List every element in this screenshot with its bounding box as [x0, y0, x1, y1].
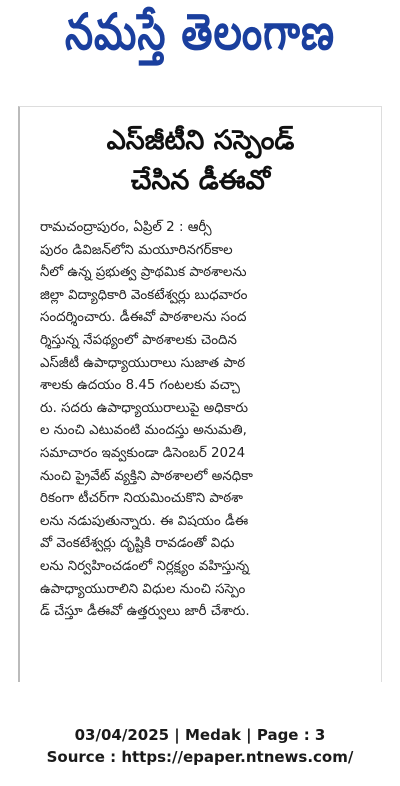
body-line: నుంచి ప్రైవేట్ వ్యక్తిని పాఠశాలలో అనధికా	[40, 468, 253, 484]
article-body	[40, 217, 365, 624]
masthead-logo: నమస్తే తెలంగాణ	[64, 4, 336, 62]
body-line: డ్ చేస్తూ డీఈవో ఉత్తర్వులు జారీ చేశారు.	[40, 604, 250, 620]
masthead	[0, 4, 400, 74]
body-line: లను నడుపుతున్నారు. ఈ విషయం డీఈ	[40, 513, 249, 529]
body-line: జిల్లా విద్యాధికారి వెంకటేశ్వర్లు బుధవారం	[40, 287, 248, 303]
footer-source: Source : https://epaper.ntnews.com/	[46, 748, 354, 766]
body-line: శాలకు ఉదయం 8.45 గంటలకు వచ్చా	[40, 378, 240, 394]
body-line: ఎస్‌జీటీ ఉపాధ్యాయురాలు సుజాత పాఠ	[40, 355, 246, 371]
footer-edition-info: 03/04/2025 | Medak | Page : 3	[74, 726, 326, 744]
news-clipping	[18, 106, 382, 682]
body-line: రు. సదరు ఉపాధ్యాయురాలుపై అధికారు	[40, 400, 248, 416]
body-line: సమాచారం ఇవ్వకుండా డిసెంబర్ 2024	[40, 445, 246, 461]
headline-line-1: ఎస్‌జీటీని సస్పెండ్	[106, 125, 295, 156]
body-line: ర్శిస్తున్న నేపథ్యంలో పాఠశాలకు చెందిన	[40, 332, 237, 348]
body-line: రికంగా టీచర్‌గా నియమించుకొని పాఠశా	[40, 491, 243, 507]
headline-line-2: చేసిన డీఈవో	[130, 165, 271, 196]
article-headline	[20, 121, 381, 201]
body-line: వో వెంకటేశ్వర్లు దృష్టికి రావడంతో విధు	[40, 536, 235, 552]
body-line: పురం డివిజన్‌లోని మయూరినగర్‌కాల	[40, 242, 233, 258]
body-line: లను నిర్వహించడంలో నిర్లక్ష్యం వహిస్తున్న	[40, 558, 250, 574]
body-line: సందర్శించారు. డీఈవో పాఠశాలను సంద	[40, 310, 247, 326]
body-line: రామచంద్రాపురం, ఏప్రిల్ 2 : ఆర్సీ	[40, 220, 212, 235]
body-line: నీలో ఉన్న ప్రభుత్వ ప్రాథమిక పాఠశాలను	[40, 265, 247, 281]
body-line: ల నుంచి ఎటువంటి మందస్తు అనుమతి,	[40, 423, 247, 439]
body-line: ఉపాధ్యాయురాలిని విధుల నుంచి సస్పెం	[40, 581, 246, 597]
